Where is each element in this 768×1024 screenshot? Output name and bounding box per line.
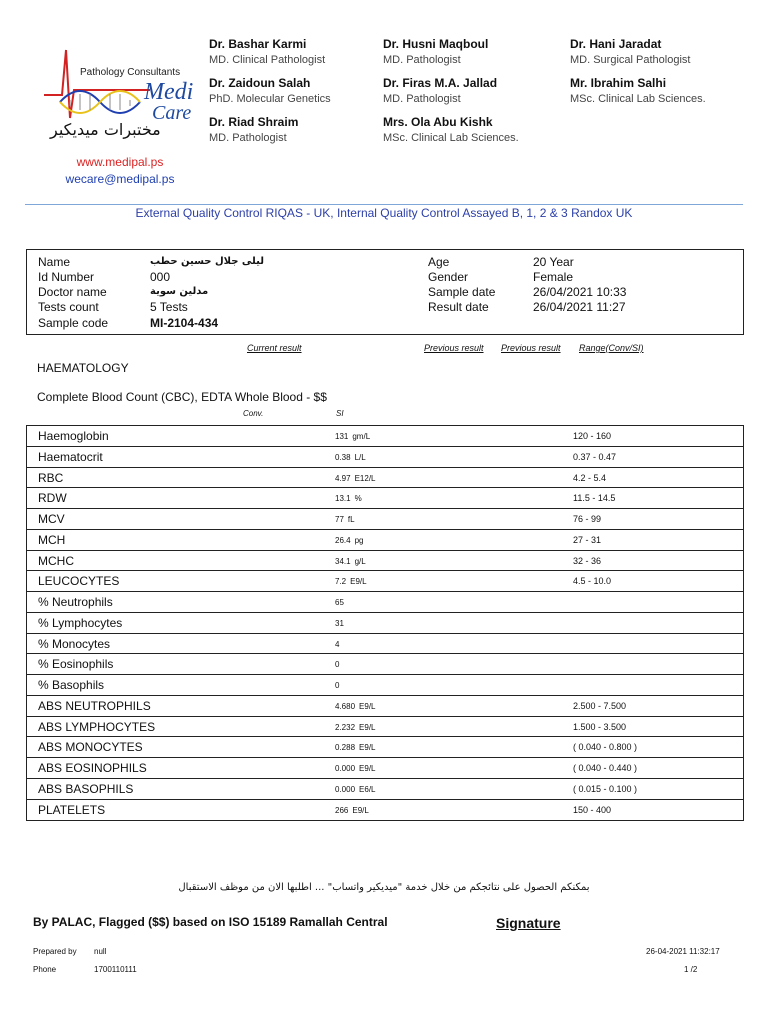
reference-range: 120 - 160 [573,431,612,441]
doctor-entry [383,37,488,66]
result-unit: E9/L [359,764,376,773]
conv-label: Conv. [243,409,264,418]
result-value: 2.232 [335,722,356,732]
doctor-title: MSc. Clinical Lab Sciences. [383,132,519,144]
tests-label: Tests count [38,300,99,314]
doctor-title: MD. Pathologist [383,54,461,66]
test-name: ABS BASOPHILS [38,781,134,796]
previous-result-header: Previous result [424,343,484,353]
doctor-name: Dr. Firas M.A. Jallad [383,76,498,90]
table-row [27,696,743,717]
si-label: SI [336,409,344,418]
doctor-title: MD. Surgical Pathologist [570,54,691,66]
test-value [335,536,363,545]
reference-range: 27 - 31 [573,534,602,545]
result-value: 34.1 [335,556,351,566]
doctor-title: MD. Pathologist [383,93,461,105]
test-name: LEUCOCYTES [38,574,120,589]
logo-title: Pathology Consultants [80,67,181,78]
result-value: 4.680 [335,701,356,711]
reference-range: 4.2 - 5.4 [573,472,607,483]
result-value: 13.1 [335,494,351,504]
doctor-name: Dr. Husni Maqboul [383,37,489,51]
table-row [27,571,743,592]
whatsapp-notice: بمكنكم الحصول على نتائجكم من خلال خدمة "ميديكير واتساب" ... اطلبها الان من موظف الاستقبال [178,882,590,893]
logo-script-care: Care [152,102,192,124]
doctor-title: MD. Pathologist [209,132,287,144]
result-value: 0.000 [335,764,356,773]
test-name: MCH [38,532,66,547]
test-value [335,764,376,773]
table-row [27,509,743,530]
doctor-label: Doctor name [38,285,107,299]
test-value [335,806,369,815]
reference-range: 0.37 - 0.47 [573,451,617,462]
table-row [27,717,743,738]
test-value [335,432,370,441]
test-name: MCHC [38,553,74,568]
website-link[interactable]: www.medipal.ps [76,155,164,169]
logo-arabic: مختبرات ميديكير [50,120,161,139]
result-unit: E9/L [359,743,376,753]
doctor-name: Mr. Ibrahim Salhi [570,76,667,90]
result-unit: g/L [354,556,366,566]
patient-id: 000 [150,270,171,284]
table-row [27,488,743,509]
test-name: RBC [38,470,64,485]
result-value: 0.000 [335,784,356,794]
sample-date-label: Sample date [428,285,496,299]
gender-label: Gender [428,270,469,284]
reference-range: 2.500 - 7.500 [573,700,627,711]
result-value: 131 [335,432,349,441]
doctor-name: Dr. Bashar Karmi [209,37,307,51]
result-unit: E9/L [359,722,376,732]
patient-info-box [26,249,744,335]
result-value: 7.2 [335,577,347,587]
test-value [335,723,376,732]
result-date-label: Result date [428,300,489,314]
range-header: Range(Conv/SI) [579,343,644,353]
result-value: 0 [335,660,340,670]
result-value: 266 [335,805,349,815]
result-date-value: 26/04/2021 11:27 [533,300,626,314]
page-number: 1 /2 [684,965,698,974]
test-name: Haematocrit [38,449,103,464]
table-row [27,654,743,675]
table-row [27,426,743,447]
test-value [335,494,362,503]
reference-range: 4.5 - 10.0 [573,576,612,587]
phone-value: 1700110111 [94,965,137,974]
printed-timestamp: 26-04-2021 11:32:17 [646,947,720,956]
reference-range: 150 - 400 [573,804,612,815]
lab-logo [40,40,200,140]
test-value [335,453,366,462]
doctor-entry [383,115,519,144]
email-link[interactable]: wecare@medipal.ps [65,172,175,186]
reference-range: ( 0.015 - 0.100 ) [573,783,638,794]
test-name: % Eosinophils [38,657,114,672]
table-row [27,634,743,655]
reference-range: 76 - 99 [573,514,602,524]
test-name: % Monocytes [38,636,111,651]
table-row [27,468,743,489]
prepared-by-label: Prepared by [33,947,77,956]
doctor-name: Dr. Hani Jaradat [570,37,662,51]
doctor-entry [570,37,690,66]
previous-result-header: Previous result [501,343,561,353]
result-unit: L/L [354,452,366,462]
result-unit: E9/L [359,701,376,711]
result-unit: E9/L [352,805,369,815]
table-row [27,800,743,821]
test-name: MCV [38,512,65,526]
test-value [335,702,376,711]
table-row [27,551,743,572]
test-value [335,577,367,586]
test-name: ABS NEUTROPHILS [38,698,151,713]
doctor-name: Dr. Riad Shraim [209,115,299,129]
reference-range: ( 0.040 - 0.800 ) [573,742,638,753]
result-unit: E6/L [359,784,376,794]
age-label: Age [428,255,450,269]
result-value: 31 [335,618,344,628]
test-value [335,785,376,794]
accreditation-note: By PALAC, Flagged ($$) based on ISO 15189 Ramallah Central [33,915,388,929]
result-value: 4.97 [335,473,351,483]
name-label: Name [38,255,71,269]
reference-range: 1.500 - 3.500 [573,721,627,732]
logo-script-medi: Medi [144,79,194,105]
table-row [27,758,743,779]
signature-label: Signature [496,915,561,931]
reference-range: 11.5 - 14.5 [573,493,616,504]
doctor-entry [383,76,497,105]
doctor-entry [209,115,298,144]
doctor-title: MSc. Clinical Lab Sciences. [570,93,706,105]
result-value: 0.288 [335,743,356,753]
quality-control-note: External Quality Control RIQAS - UK, Internal Quality Control Assayed B, 1, 2 & 3 Randox UK [135,206,633,220]
doctor-name: Dr. Zaidoun Salah [209,76,311,90]
test-value [335,660,343,669]
current-result-header: Current result [247,343,302,353]
test-name: ABS EOSINOPHILS [38,761,147,775]
table-row [27,592,743,613]
test-name: % Basophils [38,678,105,692]
doctor-entry [209,37,325,66]
test-value [335,681,343,690]
table-row [27,675,743,696]
test-name: ABS LYMPHOCYTES [38,719,156,734]
doctor-entry [209,76,331,105]
result-unit: pg [354,535,364,545]
section-title: HAEMATOLOGY [37,361,129,375]
result-unit: gm/L [352,432,371,441]
result-value: 0.38 [335,452,351,462]
result-unit: E9/L [350,577,367,587]
table-row [27,447,743,468]
table-row [27,779,743,800]
results-table [26,425,744,821]
test-name: % Neutrophils [38,595,113,609]
result-unit: % [354,494,362,504]
sample-code: MI-2104-434 [150,316,219,330]
test-value [335,557,366,566]
test-value [335,619,348,628]
doctor-entry [570,76,706,105]
id-label: Id Number [38,270,95,284]
result-value: 4 [335,639,340,649]
phone-label: Phone [33,965,57,974]
reference-range: 32 - 36 [573,555,602,566]
test-value [335,474,375,483]
test-name: PLATELETS [38,802,106,817]
result-unit: fL [347,515,355,524]
header-divider [25,204,743,205]
doctor-name: Mrs. Ola Abu Kishk [383,115,493,129]
prepared-by-value: null [94,947,107,956]
result-value: 77 [335,515,344,524]
table-row [27,613,743,634]
doctor-title: PhD. Molecular Genetics [209,93,331,105]
code-label: Sample code [38,316,109,330]
test-value [335,515,355,524]
tests-count: 5 Tests [150,300,188,314]
reference-range: ( 0.040 - 0.440 ) [573,763,638,773]
subsection-title: Complete Blood Count (CBC), EDTA Whole Blood - $$ [37,390,327,404]
result-value: 0 [335,681,340,690]
test-value [335,598,348,607]
result-value: 65 [335,598,344,607]
test-name: ABS MONOCYTES [38,740,143,755]
result-value: 26.4 [335,535,351,545]
result-unit: E12/L [354,473,376,483]
table-row [27,530,743,551]
patient-name: ليلى جلال حسين حطب [150,256,264,267]
sample-date-value: 26/04/2021 10:33 [533,285,627,299]
test-name: RDW [38,491,67,506]
age-value: 20 Year [533,255,574,269]
test-value [335,743,376,752]
doctor-name-value: مدلين سوية [150,286,209,297]
test-value [335,640,343,649]
doctor-title: MD. Clinical Pathologist [209,54,326,66]
gender-value: Female [533,270,574,284]
test-name: Haemoglobin [38,429,109,443]
test-name: % Lymphocytes [38,615,123,630]
table-row [27,737,743,758]
